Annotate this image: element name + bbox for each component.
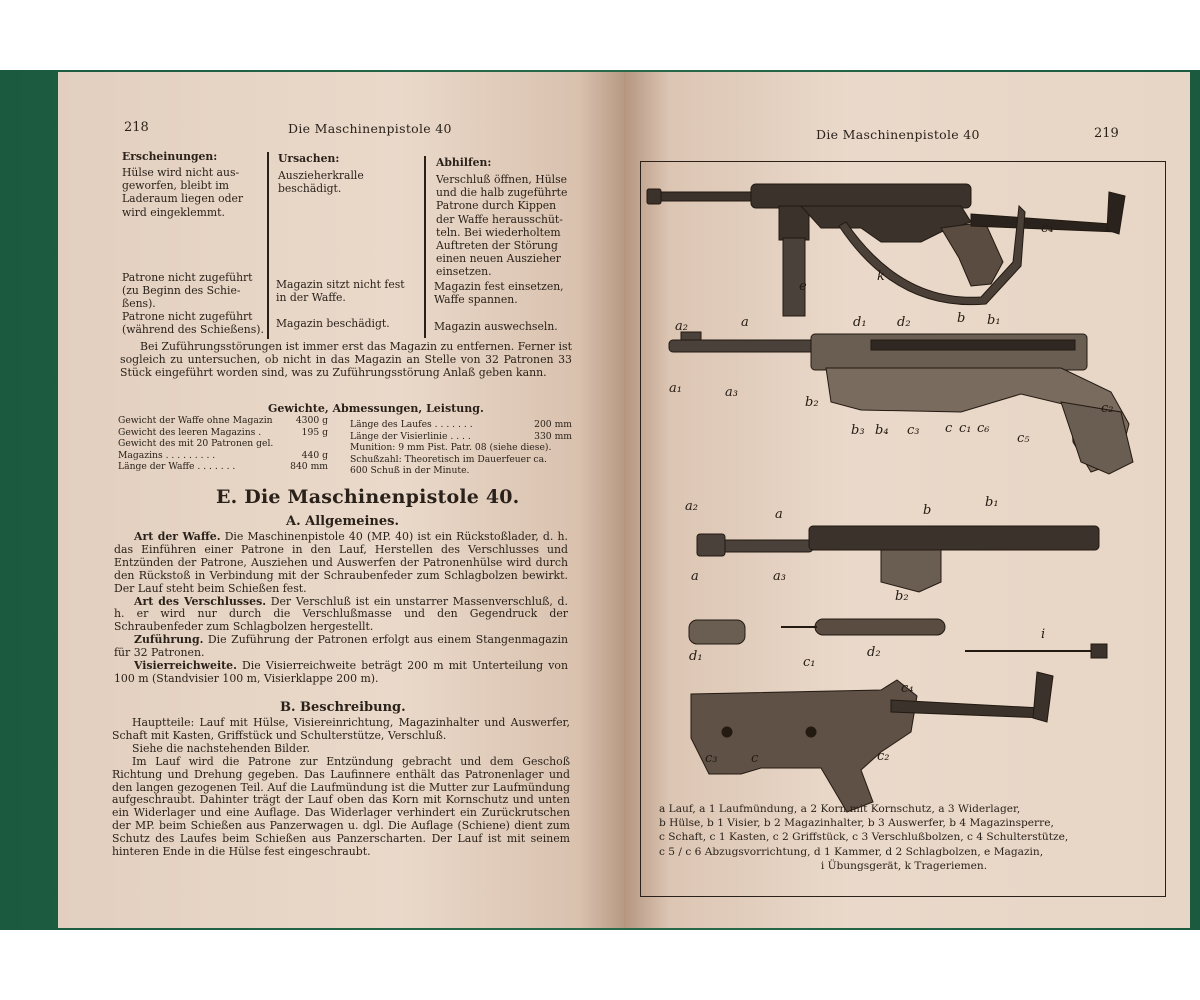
legend-line: a Lauf, a 1 Laufmündung, a 2 Korn mit Kornschutz, a 3 Widerlager, [659, 803, 1021, 815]
label-c: c [945, 421, 953, 436]
label-d1: d₁ [853, 315, 867, 330]
legend-line: c Schaft, c 1 Kasten, c 2 Griffstück, c 3 Verschlußbolzen, c 4 Schulterstütze, [659, 831, 1069, 844]
label-b2: b₂ [805, 395, 819, 410]
section-title-a: A. Allgemeines. [286, 514, 399, 529]
figure-frame [640, 161, 1166, 897]
label-b4: b₄ [875, 423, 889, 438]
weights-row: Magazins . . . . . . . . . 440 g [118, 449, 328, 461]
weights-row: Gewicht des leeren Magazins . 195 g [118, 426, 328, 438]
label-c5: c₅ [1017, 431, 1030, 446]
section-title-b: B. Beschreibung. [280, 700, 406, 715]
column-rule-4 [424, 316, 426, 338]
legend-line: b Hülse, b 1 Visier, b 2 Magazinhalter, b 3 Auswerfer, b 4 Magazinsperre, [659, 817, 1054, 830]
cutaway-drawing [669, 332, 1133, 474]
label-b: b [923, 503, 932, 518]
label-c4: c₄ [1041, 221, 1054, 236]
label-d1: d₁ [689, 649, 703, 664]
table-cell: Magazin fest einsetzen, Waffe spannen. [434, 280, 564, 307]
label-c: c [751, 751, 759, 766]
weights-row: Munition: 9 mm Pist. Patr. 08 (siehe diese). [350, 442, 552, 453]
label-b3: b₃ [851, 423, 865, 438]
table-cell: Magazin auswechseln. [434, 320, 558, 333]
paragraph: Siehe die nachstehenden Bilder. [132, 741, 310, 755]
page-number: 219 [1094, 126, 1119, 141]
paragraph: Im Lauf wird die Patrone zur Entzündung gebracht und dem Geschoß Richtung und Drehung gegeben. Das Laufinnere enthält das Patronenlager und den langen gezogenen Teil. Auf die Laufmündung ist die Mutter zur Laufmündung aufgeschraubt. Dahinter trägt der Lauf oben das Korn mit Kornschutz und unten ein Widerlager und eine Auflage. Das Widerlager verhindert ein Zurückrutschen der MP. beim Schießen aus Panzerwagen u. dgl. Die Auflage (Schiene) dient zum Schutz des Laufes beim Schießen aus Panzerscharten. Der Lauf ist mit seinem hinteren Ende in die Hülse fest eingeschraubt. [112, 754, 570, 859]
column-rule-1 [267, 152, 269, 335]
label-d2: d₂ [897, 315, 911, 330]
label-a: a [691, 569, 699, 584]
table-cell: Magazin sitzt nicht fest in der Waffe. [276, 278, 405, 305]
label-a: a [775, 507, 783, 522]
weights-heading: Gewichte, Abmessungen, Leistung. [268, 402, 484, 415]
paragraph: Art des Verschlusses. Der Verschluß ist ein unstarrer Massenverschluß, d. h. er wird nur durch die Verschlußmasse und den Gegendruck der Schraubenfeder zum Schlagbolzen hergestellt. [114, 594, 568, 634]
column-rule-3 [267, 313, 269, 339]
label-c2: c₂ [1101, 401, 1114, 416]
weights-row: Länge der Visierlinie . . . . 330 mm [350, 430, 572, 442]
paragraph: Visierreichweite. Die Visierreichweite beträgt 200 m mit Unterteilung von 100 m (Standvisier 100 m, Visierklappe 200 m). [114, 659, 568, 685]
weights-row: Länge der Waffe . . . . . . . 840 mm [118, 461, 328, 472]
label-k: k [877, 269, 885, 284]
label-b1: b₁ [987, 313, 1001, 328]
table-header-ursachen: Ursachen: [278, 152, 340, 165]
figure-legend [659, 802, 1149, 873]
label-c3: c₃ [705, 751, 718, 766]
label-a: a [741, 315, 749, 330]
table-cell: Hülse wird nicht aus- geworfen, bleibt im Laderaum liegen oder wird eingeklemmt. [122, 166, 244, 219]
label-c1: c₁ [803, 655, 816, 670]
page-number: 218 [124, 120, 149, 135]
label-c1: c₁ [959, 421, 972, 436]
label-c3: c₃ [907, 423, 920, 438]
paragraph: Zuführung. Die Zuführung der Patronen erfolgt aus einem Stangenmagazin für 32 Patronen. [114, 633, 568, 660]
running-head: Die Maschinenpistole 40 [288, 121, 452, 136]
label-a3: a₃ [725, 385, 738, 400]
label-i: i [1041, 627, 1046, 642]
label-b2: b₂ [895, 589, 909, 604]
left-page [58, 72, 624, 928]
label-a2: a₂ [685, 499, 698, 514]
section-title-e: E. Die Maschinenpistole 40. [216, 486, 520, 508]
running-head: Die Maschinenpistole 40 [816, 127, 980, 142]
column-rule-2 [424, 156, 426, 337]
label-c4: c₄ [901, 681, 914, 696]
table-cell: Auszieherkralle beschädigt. [278, 169, 364, 196]
table-header-abhilfen: Abhilfen: [436, 156, 492, 169]
weights-row: 600 Schuß in der Minute. [350, 465, 470, 476]
label-a2: a₂ [675, 319, 688, 334]
label-b1: b₁ [985, 495, 999, 510]
label-c2: c₂ [877, 749, 890, 764]
table-cell: Magazin beschädigt. [276, 317, 390, 330]
weights-row: Gewicht der Waffe ohne Magazin 4300 g [118, 415, 328, 426]
section-b-body [112, 717, 570, 859]
weights-row: Schußzahl: Theoretisch im Dauerfeuer ca. [350, 453, 547, 465]
legend-line: c 5 / c 6 Abzugsvorrichtung, d 1 Kammer, d 2 Schlagbolzen, e Magazin, [659, 845, 1044, 858]
legend-line: i Übungsgerät, k Trageriemen. [820, 859, 988, 872]
label-a1: a₁ [669, 381, 682, 396]
right-page [624, 72, 1190, 928]
weights-row: Länge des Laufes . . . . . . . 200 mm [350, 419, 572, 430]
mp40-illustration [641, 162, 1163, 894]
section-a-body [114, 531, 568, 686]
label-a3: a₃ [773, 569, 786, 584]
label-d2: d₂ [867, 645, 881, 660]
complete-weapon-drawing [647, 184, 1125, 316]
table-cell: Patrone nicht zugeführt (zu Beginn des Schie- ßens). [122, 271, 253, 311]
table-cell: Verschluß öffnen, Hülse und die halb zugeführte Patrone durch Kippen der Waffe herausschüt- teln. Bei wiederholtem Auftreten der Störung einen neuen Auszieher einsetzen. [436, 173, 568, 279]
note-text: Bei Zuführungsstörungen ist immer erst das Magazin zu entfernen. Ferner ist sogleich zu untersuchen, ob nicht in das Magazin an Stelle von 32 Patronen 33 Stück eingeführt worden sind, was zu Zuführungsstörung Anlaß geben kann. [120, 340, 572, 379]
label-c6: c₆ [977, 421, 990, 436]
paragraph: Art der Waffe. Die Maschinenpistole 40 (MP. 40) ist ein Rückstoßlader, d. h. das Einführen einer Patrone in den Lauf, Herstellen des Verschlusses und Entzünden der Patrone, Ausziehen und Auswerfen der Patronenhülse wird durch den Rückstoß in Verbindung mit der Schraubenfeder zum Schlagbolzen bewirkt. Der Lauf steht beim Schießen fest. [114, 530, 568, 595]
table-header-erscheinungen: Erscheinungen: [122, 150, 218, 163]
label-e: e [799, 279, 807, 294]
label-b: b [957, 311, 966, 326]
paragraph: Hauptteile: Lauf mit Hülse, Visiereinrichtung, Magazinhalter und Auswerfer, Schaft mit Kasten, Griffstück und Schulterstütze, Verschluß. [112, 716, 570, 742]
weights-left [118, 415, 328, 473]
frame-drawing [691, 672, 1053, 812]
weights-row: Gewicht des mit 20 Patronen gel. [118, 438, 274, 449]
note-paragraph [120, 341, 572, 380]
barrel-receiver-drawing [697, 526, 1099, 592]
weights-right [350, 419, 572, 477]
table-cell: Patrone nicht zugeführt (während des Schießens). [122, 310, 264, 337]
